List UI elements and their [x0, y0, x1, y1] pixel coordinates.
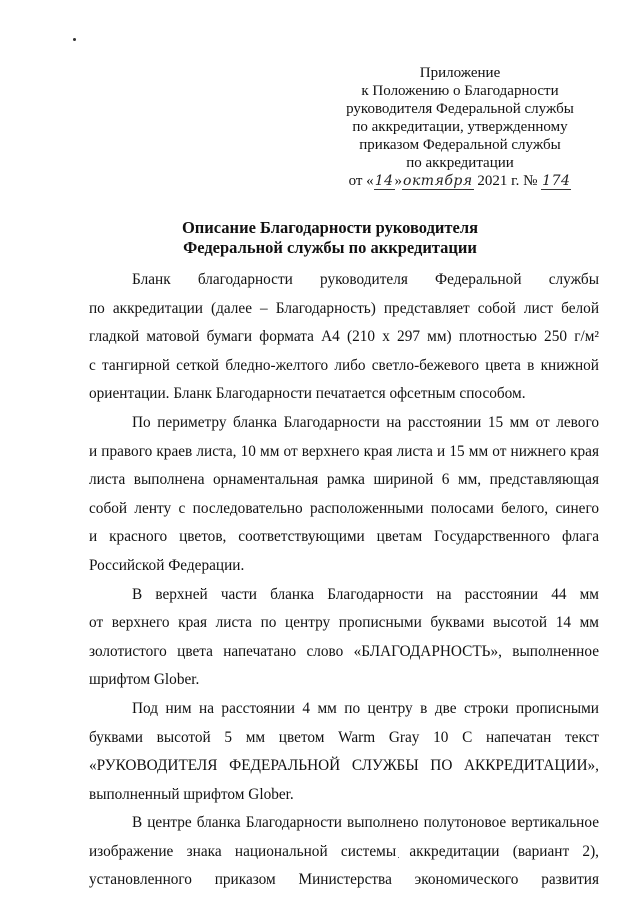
appendix-line: по аккредитации — [406, 155, 514, 171]
paragraph-line: с тангирной сеткой бледно-желтого либо светло-бежевого цвета в книжной — [89, 356, 599, 374]
paragraph-line: установленного приказом Министерства экономического развития — [89, 871, 599, 889]
paragraph-line: и красного цветов, соответствующими цветам Государственного флага — [89, 528, 599, 546]
document-body — [89, 266, 599, 895]
appendix-block — [320, 64, 600, 190]
date-year: 2021 г. № — [473, 173, 542, 189]
paragraph-line: Под ним на расстоянии 4 мм по центру в две строки прописными — [132, 699, 599, 717]
paragraph-line: В верхней части бланка Благодарности на расстоянии 44 мм — [132, 585, 599, 603]
date-prefix: от « — [348, 173, 374, 189]
paragraph — [89, 266, 599, 409]
paragraph-line: В центре бланка Благодарности выполнено полутоновое вертикальное — [132, 814, 599, 832]
paragraph-line: листа выполнена орнаментальная рамка шириной 6 мм, представляющая — [89, 471, 599, 489]
paragraph-line: ориентации. Бланк Благодарности печатается офсетным способом. — [89, 385, 526, 403]
paragraph-line: золотистого цвета напечатано слово «БЛАГОДАРНОСТЬ», выполненное — [89, 642, 599, 660]
paragraph-line: и правого краев листа, 10 мм от верхнего края листа и 15 мм от нижнего края — [89, 442, 599, 460]
appendix-line: Приложение — [419, 65, 501, 81]
appendix-line: приказом Федеральной службы — [359, 137, 561, 153]
paragraph-line: По периметру бланка Благодарности на расстоянии 15 мм от левого — [132, 413, 599, 431]
title-line: Федеральной службы по аккредитации — [183, 238, 477, 257]
paragraph-line: изображение знака национальной системы аккредитации (вариант 2), — [89, 842, 599, 860]
document-title — [60, 218, 600, 258]
appendix-line: к Положению о Благодарности — [361, 83, 559, 99]
appendix-line: руководителя Федеральной службы — [346, 101, 574, 117]
date-month-handwritten: октября — [403, 173, 473, 189]
title-line: Описание Благодарности руководителя — [181, 218, 479, 237]
date-day-handwritten: 14 — [374, 173, 394, 189]
paragraph-line: по аккредитации (далее – Благодарность) представляет собой лист белой — [89, 299, 599, 317]
paragraph-line: собой ленту с последовательно расположенными полосами белого, синего — [89, 499, 599, 517]
date-mid: » — [394, 173, 403, 189]
paragraph-line: Российской Федерации. — [89, 556, 245, 574]
appendix-line: по аккредитации, утвержденному — [352, 119, 568, 135]
paragraph — [89, 581, 599, 695]
paragraph-line: «РУКОВОДИТЕЛЯ ФЕДЕРАЛЬНОЙ СЛУЖБЫ ПО АККРЕДИТАЦИИ», — [89, 757, 599, 775]
paragraph — [89, 695, 599, 809]
paragraph-line: выполненный шрифтом Glober. — [89, 785, 294, 803]
paragraph-line: шрифтом Glober. — [89, 671, 200, 689]
scan-speck — [73, 38, 76, 41]
paragraph — [89, 409, 599, 581]
paragraph-line: Бланк благодарности руководителя Федеральной службы — [132, 271, 599, 288]
paragraph-line: от верхнего края листа по центру прописными буквами высотой 14 мм — [89, 614, 599, 632]
paragraph-line: буквами высотой 5 мм цветом Warm Gray 10 C напечатан текст — [89, 728, 599, 746]
paragraph — [89, 809, 599, 895]
appendix-date-line — [320, 172, 600, 190]
order-number-handwritten: 174 — [542, 173, 571, 189]
paragraph-line: гладкой матовой бумаги формата А4 (210 х 297 мм) плотностью 250 г/м² — [89, 328, 599, 346]
